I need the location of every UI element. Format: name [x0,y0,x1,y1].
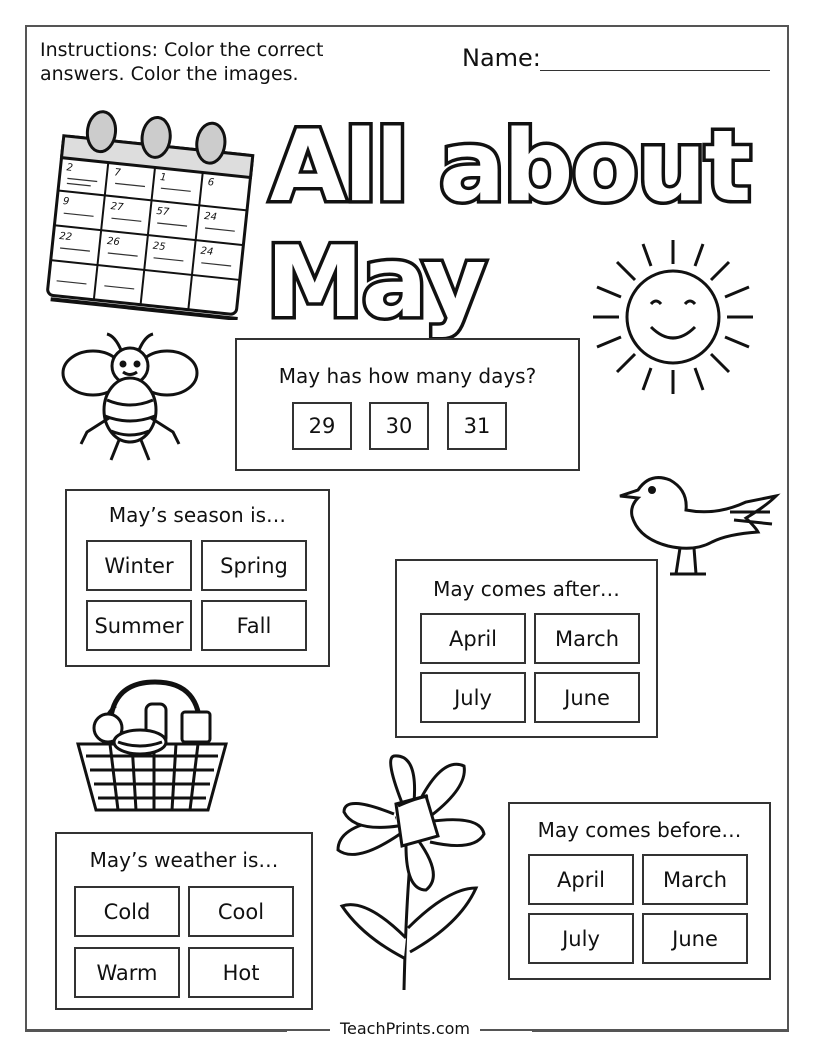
option-days-29[interactable]: 29 [292,402,352,450]
question-after-text: May comes after… [433,577,620,601]
calendar-icon[interactable] [38,105,258,320]
question-box-before [508,802,771,980]
option-before-june[interactable]: June [642,913,748,964]
question-box-weather [55,832,313,1010]
svg-text:57: 57 [155,205,170,219]
svg-text:26: 26 [106,235,121,249]
option-weather-cold[interactable]: Cold [74,886,180,937]
instructions-text: Instructions: Color the correct answers. Color the images. [40,39,324,85]
option-days-30[interactable]: 30 [369,402,429,450]
bee-icon[interactable] [55,328,205,468]
question-weather-text: May’s weather is… [89,848,279,872]
name-write-line[interactable] [540,70,770,71]
name-label: Name: [462,44,541,72]
option-before-march[interactable]: March [642,854,748,905]
question-before-text: May comes before… [537,818,742,842]
footer-rule-right [532,1030,789,1032]
svg-text:6: 6 [207,177,215,189]
option-days-31[interactable]: 31 [447,402,507,450]
footer-brand: TeachPrints.com [330,1019,480,1038]
title-line-1: All about [270,110,750,224]
option-weather-warm[interactable]: Warm [74,947,180,998]
svg-text:1: 1 [159,172,167,184]
option-weather-cool[interactable]: Cool [188,886,294,937]
question-box-season [65,489,330,667]
question-box-days [235,338,580,471]
option-weather-hot[interactable]: Hot [188,947,294,998]
svg-text:22: 22 [58,230,73,244]
option-before-july[interactable]: July [528,913,634,964]
option-season-winter[interactable]: Winter [86,540,192,591]
svg-text:24: 24 [203,210,218,224]
option-season-spring[interactable]: Spring [201,540,307,591]
option-after-april[interactable]: April [420,613,526,664]
svg-text:24: 24 [199,245,214,258]
svg-text:25: 25 [152,240,167,253]
question-days-text: May has how many days? [278,364,537,388]
svg-text:2: 2 [65,162,74,174]
title-line-2: May [266,226,485,338]
question-season-text: May’s season is… [108,503,287,527]
option-after-march[interactable]: March [534,613,640,664]
question-box-after [395,559,658,738]
svg-text:7: 7 [113,167,122,179]
svg-text:27: 27 [110,201,124,214]
picnic-basket-icon[interactable] [70,672,235,817]
daffodil-icon[interactable] [322,748,502,993]
option-after-june[interactable]: June [534,672,640,723]
sun-icon[interactable] [585,232,765,402]
option-after-july[interactable]: July [420,672,526,723]
option-season-fall[interactable]: Fall [201,600,307,651]
footer-rule-left [25,1030,287,1032]
option-season-summer[interactable]: Summer [86,600,192,651]
svg-text:9: 9 [62,196,70,208]
option-before-april[interactable]: April [528,854,634,905]
